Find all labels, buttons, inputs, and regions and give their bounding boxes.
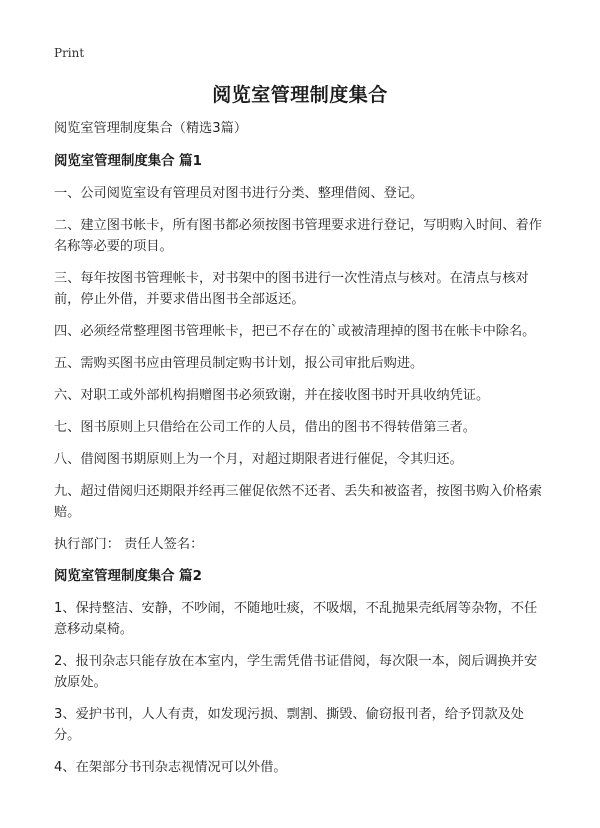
- signature-line: 执行部门： 责任人签名：: [54, 537, 204, 552]
- print-label: Print: [54, 46, 85, 60]
- rule-item: 一、公司阅览室设有管理员对图书进行分类、整理借阅、登记。: [54, 186, 424, 201]
- rule-item: 1、保持整洁、安静，不吵闹，不随地吐痰，不吸烟，不乱抛果壳纸屑等杂物，不任意移动桌椅。: [54, 601, 538, 637]
- rule-item: 4、在架部分书刊杂志视情况可以外借。: [54, 760, 287, 775]
- rule-item: 四、必须经常整理图书管理帐卡，把已不存在的`或被清理掉的图书在帐卡中除名。: [54, 324, 536, 339]
- document-body: [54, 118, 550, 789]
- document-subtitle: 阅览室管理制度集合（精选3篇）: [54, 121, 248, 136]
- rule-item: 六、对职工或外部机构捐赠图书必须致谢，并在接收图书时开具收纳凭证。: [54, 388, 490, 403]
- rule-item: 2、报刊杂志只能存放在本室内，学生需凭借书证借阅，每次限一本，阅后调换并安放原处。: [54, 654, 538, 690]
- rule-item: 九、超过借阅归还期限并经再三催促依然不还者、丢失和被盗者，按图书购入价格索赔。: [54, 484, 542, 520]
- rule-item: 七、图书原则上只借给在公司工作的人员，借出的图书不得转借第三者。: [54, 420, 476, 435]
- rule-item: 八、借阅图书期原则上为一个月，对超过期限者进行催促，令其归还。: [54, 452, 463, 467]
- section-heading-2: 阅览室管理制度集合 篇2: [54, 569, 202, 584]
- section-heading-1: 阅览室管理制度集合 篇1: [54, 154, 202, 169]
- rule-item: 五、需购买图书应由管理员制定购书计划，报公司审批后购进。: [54, 356, 424, 371]
- rule-item: 3、爱护书刊，人人有责，如发现污损、剽割、撕毁、偷窃报刊者，给予罚款及处分。: [54, 707, 524, 743]
- document-title: 阅览室管理制度集合: [212, 84, 388, 106]
- rule-item: 二、建立图书帐卡，所有图书都必须按图书管理要求进行登记，写明购入时间、着作名称等必要的项目。: [54, 218, 542, 254]
- rule-item: 三、每年按图书管理帐卡，对书架中的图书进行一次性清点与核对。在清点与核对前，停止外借，并要求借出图书全部返还。: [54, 271, 529, 307]
